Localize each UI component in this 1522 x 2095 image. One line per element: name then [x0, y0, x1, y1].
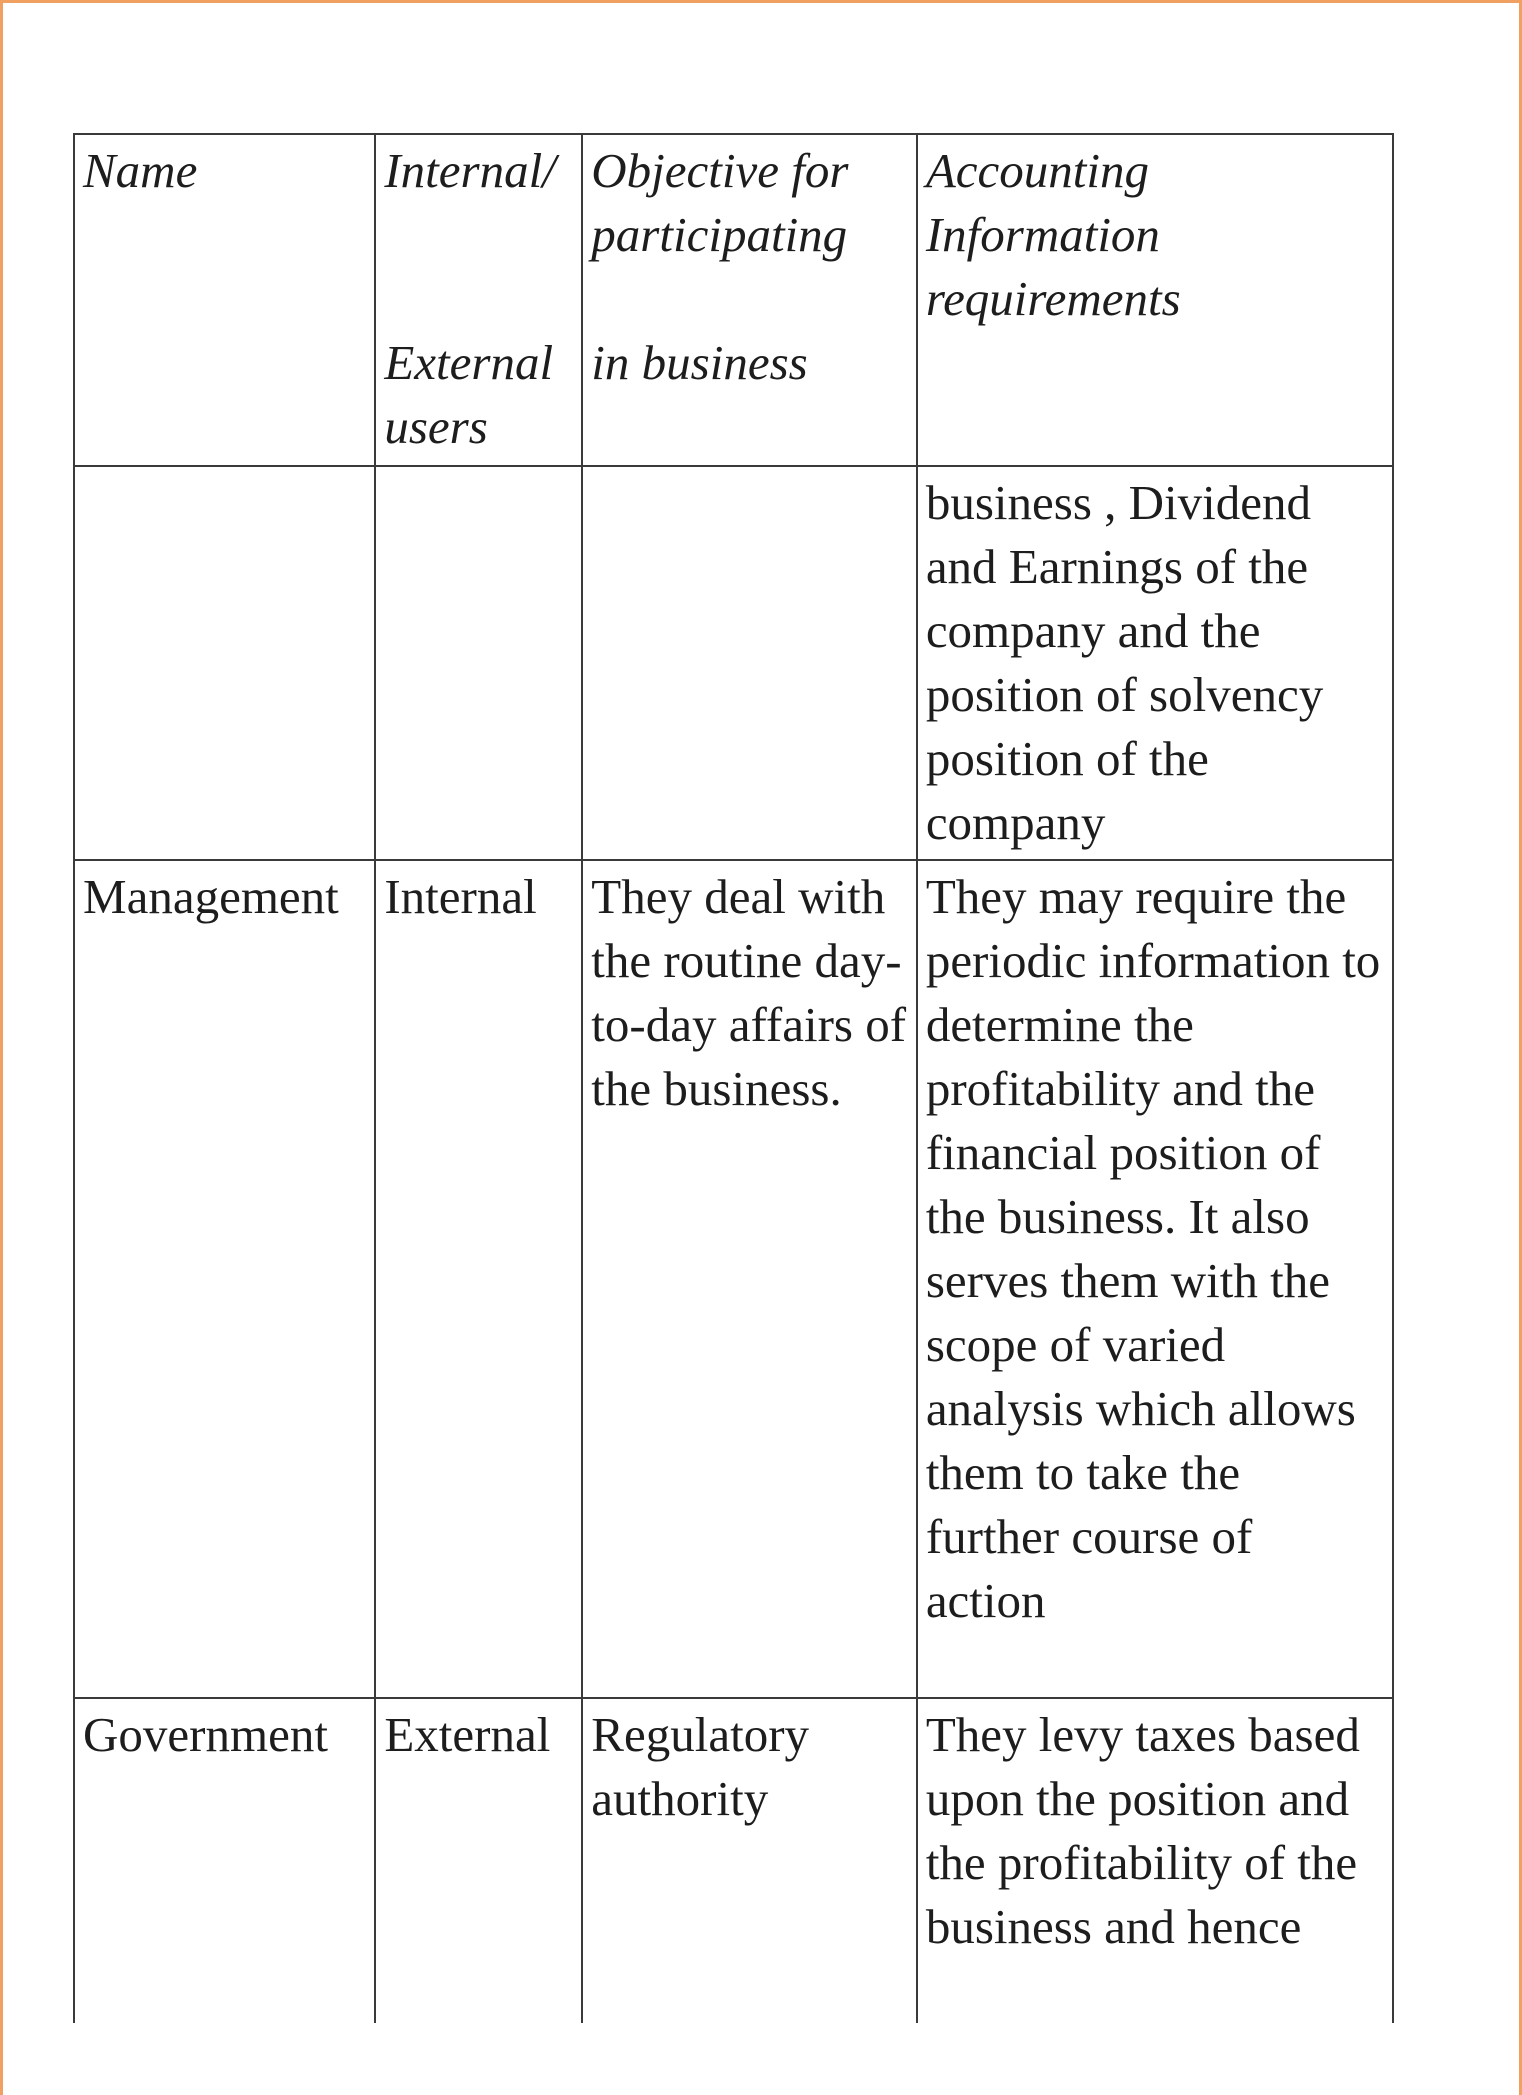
accounting-users-table: [73, 133, 1394, 2023]
table-row: [74, 860, 1393, 1698]
header-name: Name: [74, 134, 375, 466]
cell-objective: [582, 466, 917, 860]
header-internal-external: Internal/ External users: [375, 134, 582, 466]
cell-objective: Regulatory authority: [582, 1698, 917, 2023]
header-objective: Objective for participating in business: [582, 134, 917, 466]
cell-name: [74, 466, 375, 860]
header-requirements: Accounting Information requirements: [917, 134, 1393, 466]
cell-requirements: They may require the periodic information to determine the profitability and the financial position of the business. It also serves them with the scope of varied analysis which allows them to take the further course of action: [917, 860, 1393, 1698]
cell-name: Government: [74, 1698, 375, 2023]
table-header-row: [74, 134, 1393, 466]
cell-requirements: They levy taxes based upon the position and the profitability of the business and hence: [917, 1698, 1393, 2023]
cell-requirements: business , Dividend and Earnings of the company and the position of solvency position of the company: [917, 466, 1393, 860]
cell-type: Internal: [375, 860, 582, 1698]
cell-type: [375, 466, 582, 860]
table-row: [74, 1698, 1393, 2023]
cell-type: External: [375, 1698, 582, 2023]
cell-name: Management: [74, 860, 375, 1698]
cell-objective: They deal with the routine day-to-day affairs of the business.: [582, 860, 917, 1698]
table-row: [74, 466, 1393, 860]
